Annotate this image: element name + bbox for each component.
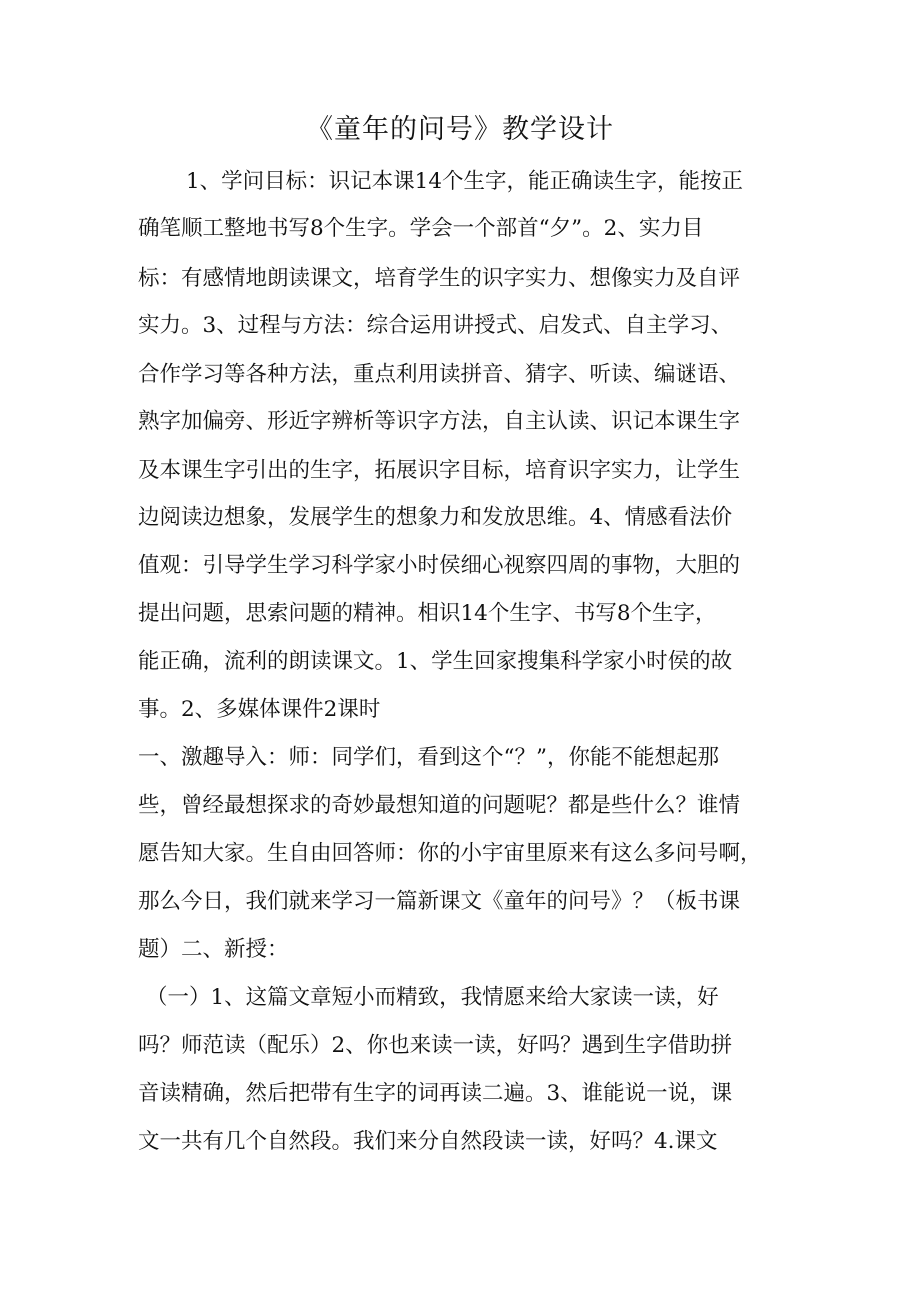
body-line: 熟字加偏旁、形近字辨析等识字方法，自主认读、识记本课生字 (138, 409, 741, 434)
body-line: 吗？师范读（配乐）2、你也来读一读，好吗？遇到生字借助拼 (138, 1033, 733, 1058)
body-line: 文一共有几个自然段。我们来分自然段读一读，好吗？4.课文 (138, 1129, 718, 1154)
body-line: 及本课生字引出的生字，拓展识字目标，培育识字实力，让学生 (138, 458, 741, 483)
document-title: 《童年的问号》教学设计 (306, 114, 614, 145)
body-line: 边阅读边想象，发展学生的想象力和发放思维。4、情感看法价 (138, 505, 733, 530)
body-line: 提出问题，思索问题的精神。相识14个生字、书写8个生字， (138, 601, 717, 626)
body-line: 些，曾经最想探求的奇妙最想知道的问题呢？都是些什么？谁情 (138, 793, 741, 818)
body-line: 1、学问目标：识记本课14个生字，能正确读生字，能按正 (186, 169, 744, 194)
body-line: 标：有感情地朗读课文，培育学生的识字实力、想像实力及自评 (138, 266, 741, 291)
body-line: 合作学习等各种方法，重点利用读拼音、猜字、听读、编谜语、 (138, 362, 741, 387)
body-line: （一）1、这篇文章短小而精致，我情愿来给大家读一读，好 (146, 985, 719, 1010)
body-line: 音读精确，然后把带有生字的词再读二遍。3、谁能说一说，课 (138, 1081, 733, 1106)
body-line: 愿告知大家。生自由回答师：你的小宇宙里原来有这么多问号啊， (138, 841, 762, 866)
body-line: 值观：引导学生学习科学家小时侯细心视察四周的事物，大胆的 (138, 553, 741, 578)
body-line: 那么今日，我们就来学习一篇新课文《童年的问号》？（板书课 (138, 889, 741, 914)
body-line: 确笔顺工整地书写8个生字。学会一个部首“夕”。2、实力目 (138, 216, 704, 241)
body-line: 能正确，流利的朗读课文。1、学生回家搜集科学家小时侯的故 (138, 649, 733, 674)
body-line: 一、激趣导入：师：同学们，看到这个“？”，你能不能想起那 (138, 745, 719, 770)
body-line: 实力。3、过程与方法：综合运用讲授式、启发式、自主学习、 (138, 313, 733, 338)
body-line: 题）二、新授： (138, 937, 289, 962)
body-line: 事。2、多媒体课件2课时 (138, 697, 381, 722)
